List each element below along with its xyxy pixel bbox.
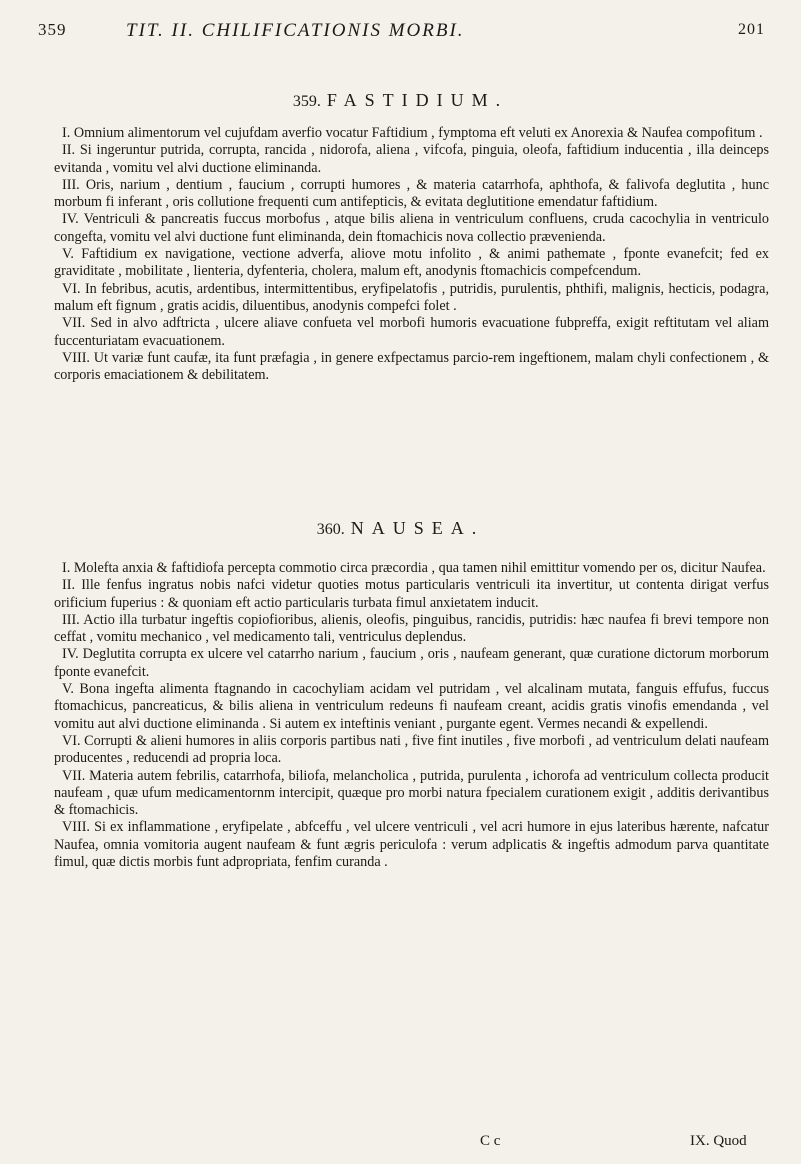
section-title: NAUSEA. — [350, 518, 485, 538]
paragraph: III. Actio illa turbatur ingeftis copiofioribus, alienis, oleofis, pinguibus, rancidis, putridis: hæc naufea fi brevi tempore non ceffat , vomitu mechanico , vel medicamento tali, ventriculus deplendus. — [54, 611, 769, 646]
paragraph: I. Omnium alimentorum vel cujufdam averfio vocatur Faftidium , fymptoma eft veluti ex Anorexia & Naufea compofitum . — [62, 125, 763, 141]
running-title: TIT. II. CHILIFICATIONIS MORBI. — [126, 20, 465, 41]
paragraph: II. Ille fenfus ingratus nobis nafci videtur quoties motus particularis ventriculi ita invertitur, ut contenta dirigat verfus orificium fuperius : & quoniam eft actio particularis turbata fimul anxietatem inducit. — [54, 577, 769, 611]
running-head — [38, 20, 765, 46]
section-number: 360. — [316, 521, 345, 538]
paragraph: V. Bona ingefta alimenta ftagnando in cacochyliam acidam vel putridam , vel alcalinam mutata, fanguis effufus, fuccus ftomachicus, pancreaticus, & bilis aliena in ventriculum redeuns fi naufeam creant, acidis gratis vinofis emendanda , vel vomitu aut alvi ductione eliminanda . Si autem ex inteftinis veniant , purgante egent. Vermes necandi & expellendi. — [54, 681, 769, 732]
paragraph: VIII. Si ex inflammatione , eryfipelate , abfceffu , vel ulcere ventriculi , vel acri humore in ejus lateribus hærente, nafcatur Naufea, omnia vomitoria augent naufeam & funt ægris periculofa : verum adplicatis & ingeftis admodum parva quantitate fimul, quæ dictis morbis funt adpropriata, fenfim curanda . — [54, 819, 769, 871]
paragraph: VI. In febribus, acutis, ardentibus, intermittentibus, eryfipelatofis , putridis, purulentis, phthifi, malignis, hecticis, podagra, malum eft fignum , gratis acidis, diluentibus, anodynis compefci folet . — [54, 280, 769, 314]
page-footer — [0, 1133, 801, 1153]
section-body-nausea — [54, 560, 769, 871]
section-heading-fastidium — [0, 90, 801, 111]
paragraph: IV. Deglutita corrupta ex ulcere vel catarrho narium , faucium , oris , naufeam generant, quæ curatione dictorum morborum fponte evanefcit. — [54, 646, 769, 680]
paragraph: I. Molefta anxia & faftidiofa percepta commotio circa præcordia , qua tamen nihil emittitur vomendo per os, dicitur Naufea. — [62, 560, 766, 576]
paragraph: VI. Corrupti & alieni humores in aliis corporis partibus nati , five fint inutiles , five morbofi , ad ventriculum delati naufeam producentes , reducendi ad propria loca. — [54, 732, 769, 767]
section-number: 359. — [292, 93, 321, 110]
paragraph: II. Si ingeruntur putrida, corrupta, rancida , nidorofa, aliena , vifcofa, pinguia, oleofa, faftidium inducentia , illa deinceps evitanda , vomitu vel alvi ductione eliminanda. — [54, 142, 769, 176]
section-title: FASTIDIUM. — [326, 90, 509, 110]
paragraph: IV. Ventriculi & pancreatis fuccus morbofus , atque bilis aliena in ventriculum confluens, cruda cacochylia in ventriculo congefta, vomitu vel alvi ductione funt eliminanda, dein ftomachicis nova collectio prævenienda. — [54, 211, 769, 245]
section-heading-nausea — [0, 518, 801, 539]
paragraph: III. Oris, narium , dentium , faucium , corrupti humores , & materia catarrhofa, aphthofa, & falivofa deglutita , hunc morbum fi inferant , oris collutione frequenti cum antifepticis, & evitata deglutitione emendatur faftidium. — [54, 176, 769, 211]
page-number-left: 359 — [38, 20, 67, 39]
signature-mark: C c — [480, 1133, 501, 1149]
page-number-right: 201 — [738, 21, 765, 38]
paragraph: VII. Sed in alvo adftricta , ulcere aliave confueta vel morbofi humoris evacuatione fubpreffa, exigit reftitutam vel aliam fuccenturiatam evacuationem. — [54, 315, 769, 349]
paragraph: VIII. Ut variæ funt caufæ, ita funt præfagia , in genere exfpectamus parcio-rem ingeftionem, malam chyli confectionem , & corporis emaciationem & debilitatem. — [54, 349, 769, 384]
paragraph: V. Faftidium ex navigatione, vectione adverfa, aliove motu infolito , & animi pathemate , fponte evanefcit; fed ex graviditate , mobilitate , lienteria, dyfenteria, cholera, malum eft, anodynis ftomachicis compefcendum. — [54, 246, 769, 280]
paragraph: VII. Materia autem febrilis, catarrhofa, biliofa, melancholica , putrida, purulenta , ichorofa ad ventriculum collecta producit naufeam , quæ ufum medicamentornm intercipit, quæque pro morbi natura fpecialem curationem exigit , additis derivantibus & ftomachicis. — [54, 767, 769, 819]
section-body-fastidium — [54, 125, 769, 384]
catchword: IX. Quod — [690, 1133, 747, 1149]
